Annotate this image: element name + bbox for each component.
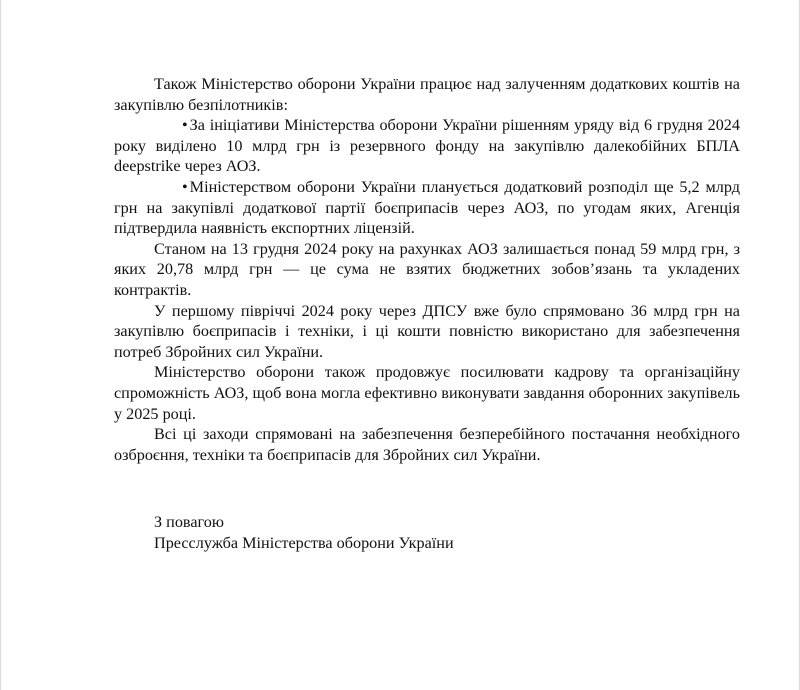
bullet-marker: • — [182, 116, 188, 135]
bullet-marker: • — [182, 177, 188, 196]
paragraph-capacity — [114, 362, 740, 424]
signature-sender: Пресслужба Міністерства оборони України — [154, 534, 454, 552]
paragraph-dpsu-funding — [114, 301, 740, 363]
paragraph-text: За ініціативи Міністерства оборони України рішенням уряду від 6 грудня 2024 року виділено 10 млрд грн із резервного фонду на закупівлю далекобійних БПЛА deepstrike через АОЗ. — [114, 116, 740, 176]
paragraph-text: У першому півріччі 2024 року через ДПСУ вже було спрямовано 36 млрд грн на закупівлю боєприпасів і техніки, і ці кошти повністю використано для забезпечення потреб Збройних сил України. — [114, 301, 740, 361]
paragraph-text: Всі ці заходи спрямовані на забезпечення безперебійного постачання необхідного озброєння, техніки та боєприпасів для Збройних сил України. — [114, 425, 740, 464]
paragraph-text: Міністерством оборони України планується додатковий розподіл ще 5,2 млрд грн на закупівлі додаткової партії боєприпасів через АОЗ, по угодам яких, Агенція підтвердила наявність експортних ліцензій. — [114, 177, 740, 238]
document-body — [114, 74, 740, 465]
paragraph-conclusion — [114, 424, 740, 465]
paragraph-text: Станом на 13 грудня 2024 року на рахунках АОЗ залишається понад 59 млрд грн, з яких 20,78 млрд грн — це сума не взятих бюджетних зобов’язань та укладених контрактів. — [114, 239, 740, 299]
bullet-item-deepstrike — [114, 115, 740, 177]
paragraph-text: Також Міністерство оборони України працює над залученням додаткових коштів на закупівлю безпілотників: — [114, 75, 740, 114]
signature-closing: З повагою — [154, 513, 224, 531]
paragraph-account-balance — [114, 239, 740, 301]
paragraph-intro — [114, 74, 740, 115]
bullet-item-ammunition — [114, 177, 740, 239]
paragraph-text: Міністерство оборони також продовжує посилювати кадрову та організаційну спроможність АОЗ, щоб вона могла ефективно виконувати завдання оборонних закупівель у 2025 році. — [114, 363, 740, 423]
signature-block — [154, 512, 454, 554]
